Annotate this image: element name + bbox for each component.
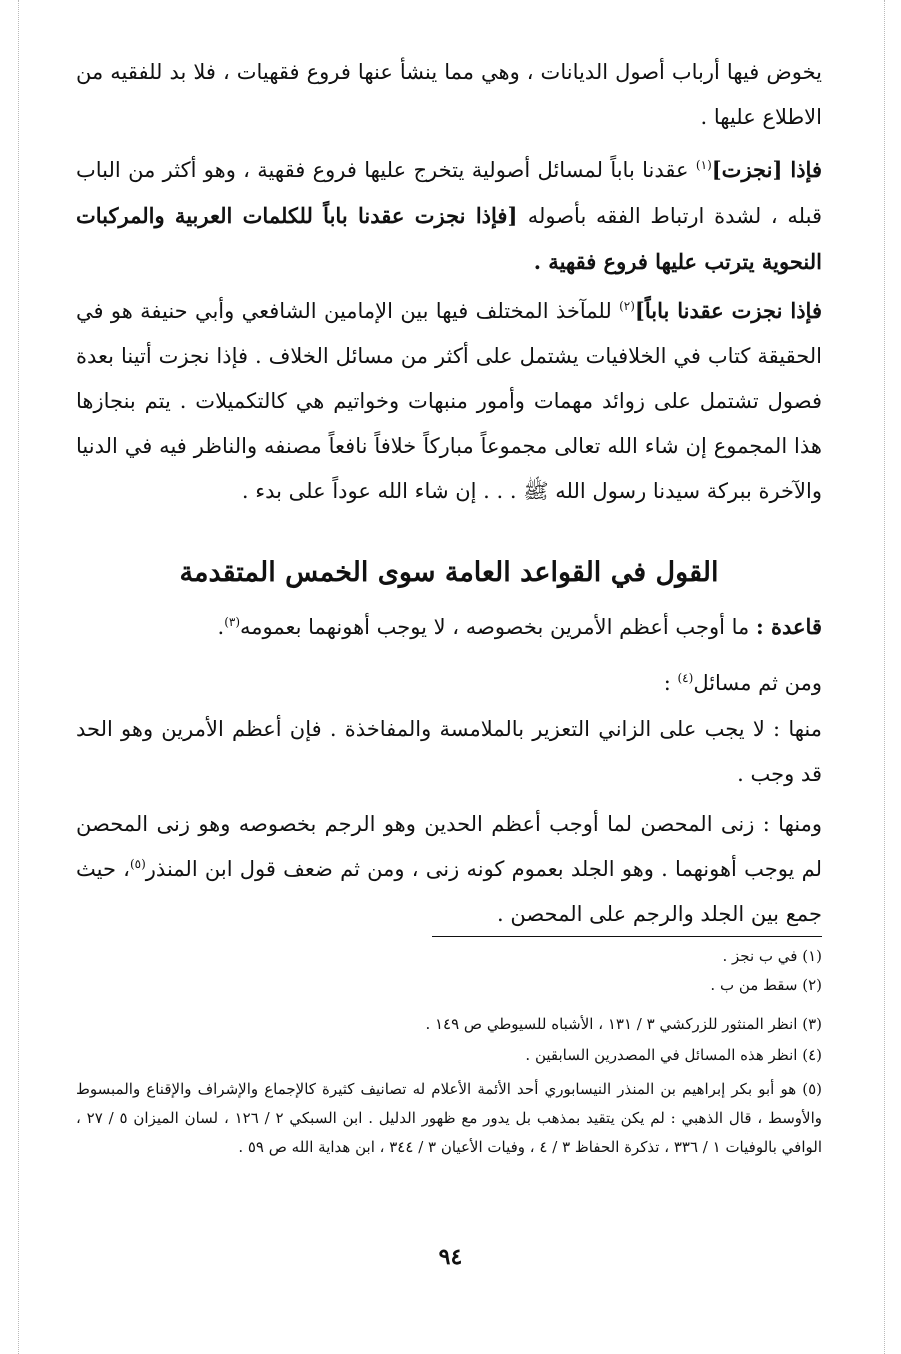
paragraph-2 [76,147,822,285]
paragraph-3 [76,288,822,514]
paragraph-continuation [76,50,822,140]
rule-end: . [217,615,225,639]
footnote-separator [432,936,822,937]
paragraph-2-bold-tail: [فإذا نجزت عقدنا باباً للكلمات العربية والمركبات النحوية يترتب عليها فروع فقهية . [76,203,822,274]
right-margin-dots [884,0,885,1354]
issues-intro [76,661,822,706]
left-margin-dots [18,0,19,1354]
issue-2-end: ، حيث جمع بين الجلد والرجم على المحصن . [76,857,822,926]
issue-2-text: ومنها : زنى المحصن لما أوجب أعظم الحدين وهو الرجم بخصوصه وهو زنى المحصن لم يوجب أهونهما . وهو الجلد بعموم كونه زنى ، ومن ثم ضعف قول ابن المنذر [76,812,822,881]
issue-2 [76,802,822,937]
footnote-ref-2: (٢) [619,299,635,313]
paragraph-3-lead: فإذا نجزت عقدنا باباً] [634,298,822,323]
footnote-1: (١) في ب نجز . [722,947,822,965]
issue-1-block [76,707,822,797]
paragraph-2-text: عقدنا باباً لمسائل أصولية يتخرج عليها فروع فقهية ، وهو أكثر من الباب قبله ، لشدة ارتباط الفقه بأصوله [76,158,822,228]
issues-intro-block [76,661,822,706]
page-number: ٩٤ [438,1244,463,1270]
paragraph-3-text: للمآخذ المختلف فيها بين الإمامين الشافعي وأبي حنيفة هو في الحقيقة كتاب في الخلافيات يشتمل على أكثر من مسائل الخلاف . فإذا نجزت أتينا بعدة فصول تشتمل على زوائد مهمات وأمور منبهات وخواتيم هي كالتكميلات . يتم بنجازها هذا المجموع إن شاء الله تعالى مجموعاً مباركاً خلافاً نافعاً مصنفه والناظر فيه في الدنيا والآخرة ببركة سيدنا رسول الله ﷺ . . . إن شاء الله عوداً على بدء . [76,299,822,503]
footnote-ref-3: (٣) [224,615,241,629]
issue-1-text: منها : لا يجب على الزاني التعزير بالملامسة والمفاخذة . فإن أعظم الأمرين وهو الحد قد وجب . [76,717,822,786]
section-heading: القول في القواعد العامة سوى الخمس المتقدمة [179,557,719,588]
paragraph-1-text: يخوض فيها أرباب أصول الديانات ، وهي مما ينشأ عنها فروع فقهيات ، فلا بد للفقيه من الاطلاع عليها . [76,60,822,129]
rule-block [76,604,822,650]
footnote-5: (٥) هو أبو بكر إبراهيم بن المنذر النيسابوري أحد الأئمة الأعلام له تصانيف كثيرة كالإجماع والإشراف والإقناع والمبسوط والأوسط ، قال الذهبي : لم يكن يتقيد بمذهب بل يدور مع ظهور الدليل . ابن السبكي ٢ / ١٢٦ ، لسان الميزان ٥ / ٢٧ ، الوافي بالوفيات ١ / ٣٣٦ ، تذكرة الحفاظ ٣ / ٤ ، وفيات الأعيان ٣ / ٣٤٤ ، ابن هداية الله ص ٥٩ . [76,1080,823,1156]
issues-intro-end: : [663,671,678,695]
footnote-3: (٣) انظر المنثور للزركشي ٣ / ١٣١ ، الأشباه للسيوطي ص ١٤٩ . [425,1015,822,1033]
paragraph-2-lead: فإذا [نجزت] [711,157,822,182]
footnote-ref-1: (١) [695,158,712,172]
rule-text: ما أوجب أعظم الأمرين بخصوصه ، لا يوجب أهونهما بعمومه [240,615,756,639]
footnote-ref-5: (٥) [129,857,146,871]
footnote-ref-4: (٤) [677,671,694,685]
rule-label: قاعدة : [755,614,822,639]
rule-paragraph [76,604,822,650]
issues-intro-text: ومن ثم مسائل [693,671,822,695]
paragraph-usul-chapter [76,147,822,285]
issue-2-block [76,802,822,937]
footnote-4: (٤) انظر هذه المسائل في المصدرين السابقين . [525,1046,822,1064]
paragraph-khilaf-chapter [76,288,822,514]
footnote-2: (٢) سقط من ب . [710,976,822,994]
